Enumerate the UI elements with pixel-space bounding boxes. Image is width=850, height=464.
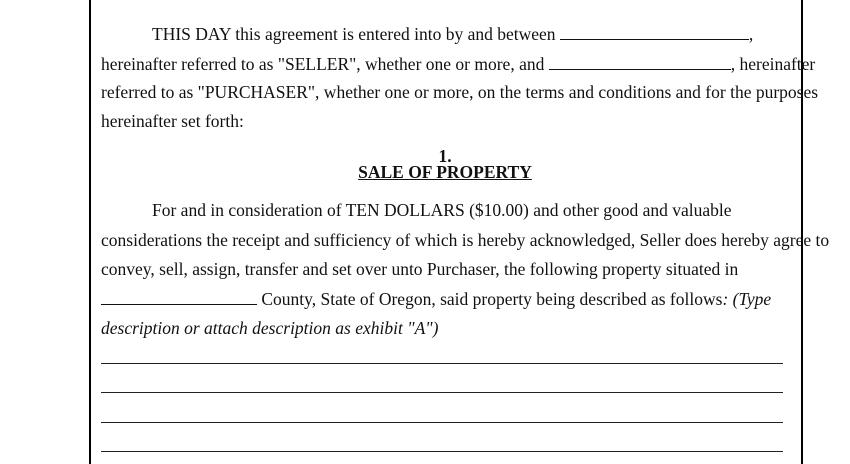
conveyance-line: convey, sell, assign, transfer and set over unto Purchaser, the following property situated in — [101, 259, 739, 279]
purchaser-definition-line: referred to as "PURCHASER", whether one or more, on the terms and conditions and for the purposes — [101, 82, 819, 102]
county-text: County, State of Oregon, said property being described as follows — [257, 289, 723, 309]
page-border-left — [89, 0, 91, 464]
seller-definition-line — [101, 53, 815, 74]
purchaser-name-field[interactable] — [549, 53, 731, 70]
set-forth-line: hereinafter set forth: — [101, 111, 244, 131]
intro-comma: , — [748, 24, 754, 44]
property-description-line[interactable] — [101, 451, 783, 452]
consideration-line: For and in consideration of TEN DOLLARS ($10.00) and other good and valuable — [152, 200, 732, 220]
intro-text: THIS DAY this agreement is entered into by and between — [152, 24, 556, 44]
type-instruction: (Type — [728, 289, 772, 309]
property-description-line[interactable] — [101, 392, 783, 393]
section-number: 1. — [438, 146, 452, 166]
section-title: SALE OF PROPERTY — [358, 162, 532, 182]
description-instruction-line: description or attach description as exhibit "A") — [101, 318, 439, 338]
agreement-intro-line — [152, 23, 753, 44]
county-line — [101, 288, 771, 309]
county-colon: : — [722, 289, 729, 309]
property-description-line[interactable] — [101, 422, 783, 423]
seller-definition-text: hereinafter referred to as "SELLER", whether one or more, and — [101, 54, 545, 74]
county-field[interactable] — [101, 288, 257, 305]
seller-name-field[interactable] — [560, 23, 749, 40]
acknowledgement-line: considerations the receipt and sufficiency of which is hereby acknowledged, Seller does hereby agree to — [101, 230, 830, 250]
property-description-line[interactable] — [101, 363, 783, 364]
hereinafter-text: , hereinafter — [730, 54, 816, 74]
